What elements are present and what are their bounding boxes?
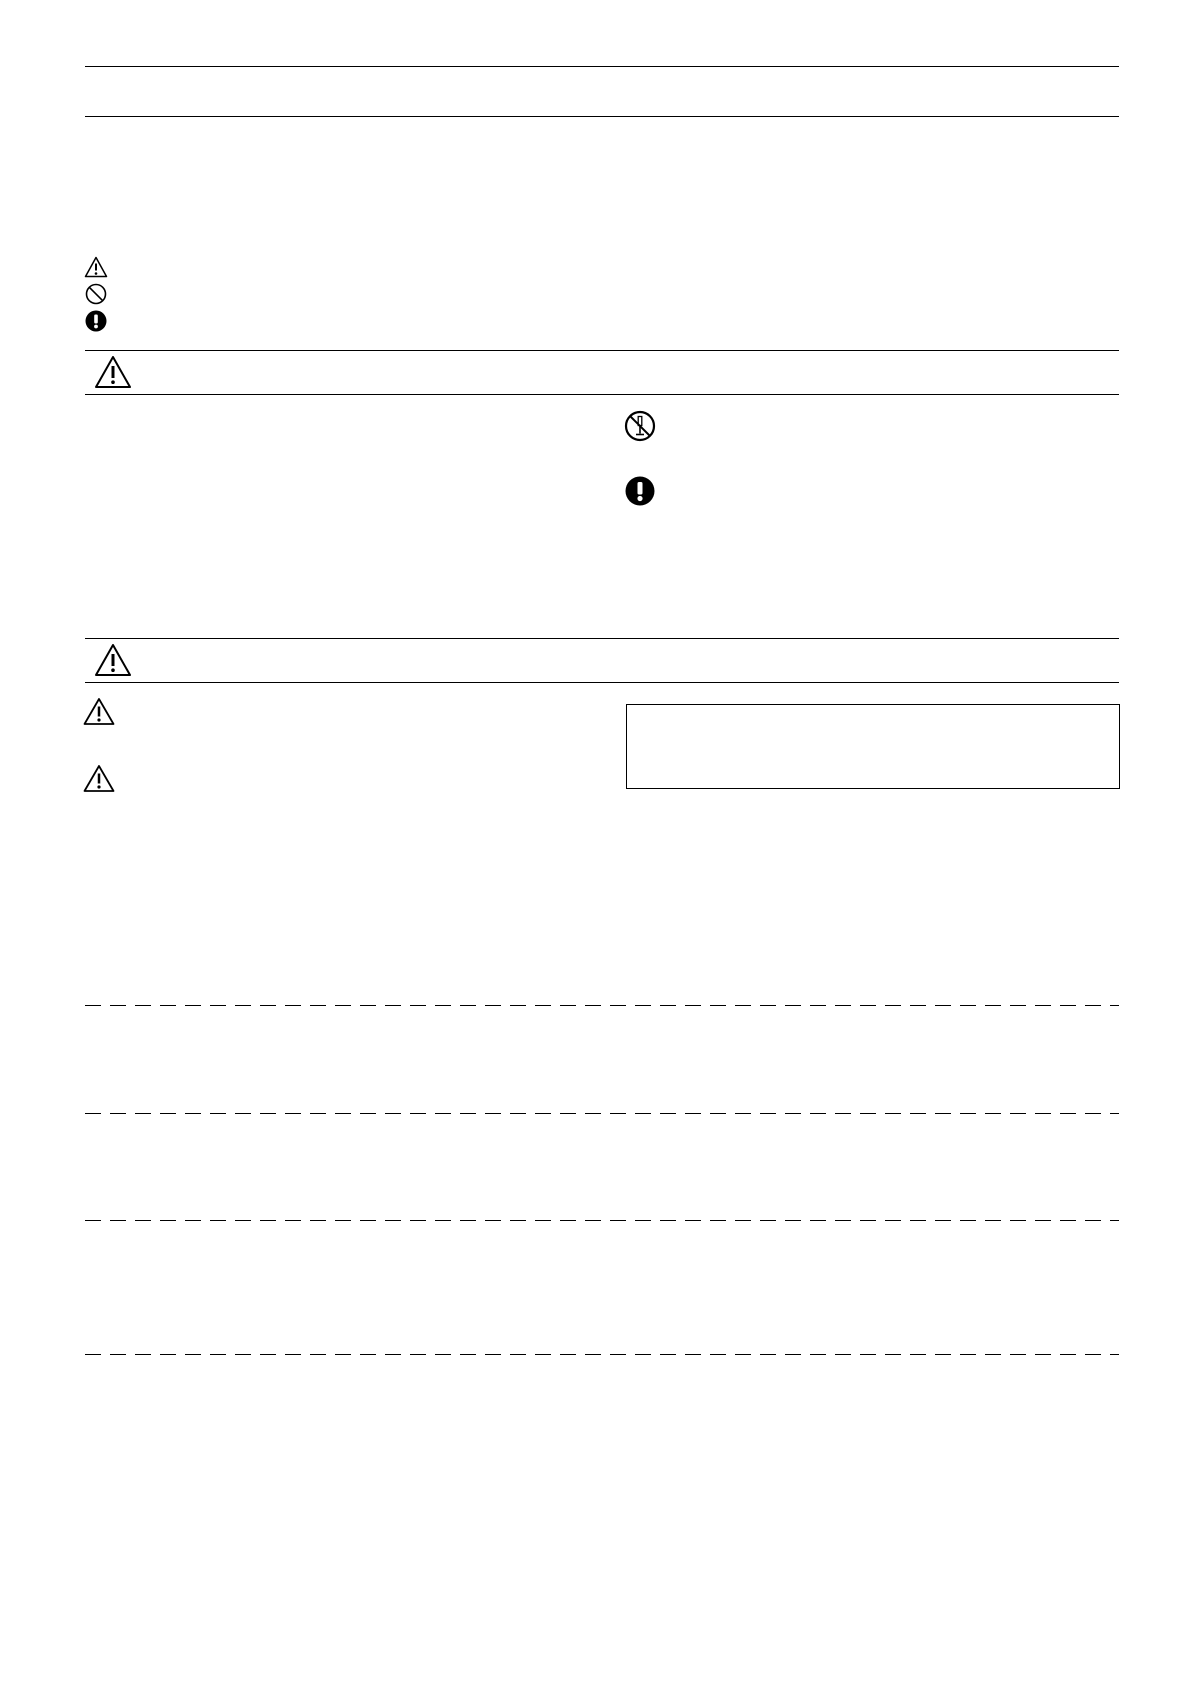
warning-triangle-icon: [83, 697, 115, 726]
dashed-line: [85, 1354, 1119, 1355]
mandatory-action-icon: [625, 476, 655, 506]
section1-top-rule: [85, 350, 1119, 351]
dashed-line: [85, 1220, 1119, 1221]
mandatory-action-icon: [85, 310, 107, 332]
section2-bottom-rule: [85, 682, 1119, 683]
do-not-disassemble-icon: [624, 410, 656, 442]
section1-bottom-rule: [85, 394, 1119, 395]
prohibition-icon: [85, 283, 107, 305]
section2-top-rule: [85, 638, 1119, 639]
warning-triangle-icon: [83, 764, 115, 793]
header-bottom-rule: [85, 116, 1119, 117]
dashed-line: [85, 1113, 1119, 1114]
warning-triangle-icon: [94, 643, 132, 677]
warning-triangle-icon: [84, 256, 108, 278]
top-rule: [85, 66, 1119, 67]
notice-box: [626, 704, 1120, 789]
warning-triangle-icon: [94, 355, 132, 389]
dashed-line: [85, 1005, 1119, 1006]
